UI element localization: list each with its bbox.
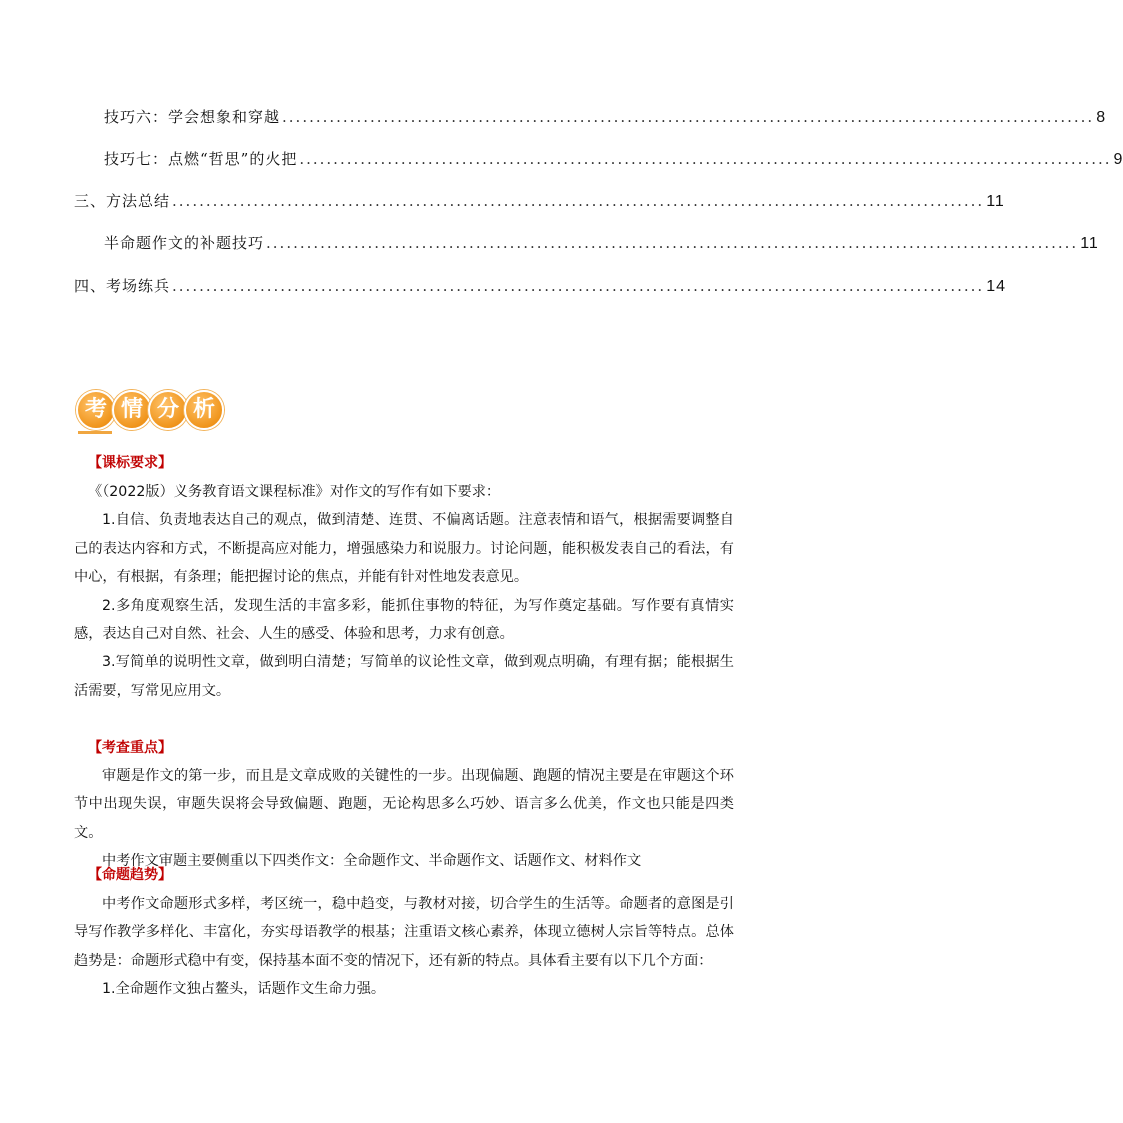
toc-entry-skill-7[interactable] [104,148,1123,170]
section-title-trend: 【命题趋势】 [88,867,172,883]
toc-entry-label: 技巧六：学会想象和穿越 [104,108,281,126]
trend-paragraph: 中考作文命题形式多样，考区统一，稳中趋变，与教材对接，切合学生的生活等。命题者的意图是引导写作教学多样化、丰富化，夯实母语教学的根基；注重语文核心素养，体现立德树人宗旨等特点。总体趋势是：命题形式稳中有变，保持基本面不变的情况下，还有新的特点。具体看主要有以下几个方面： [74,896,734,969]
curriculum-item: 2.多角度观察生活，发现生活的丰富多彩，能抓住事物的特征，为写作奠定基础。写作要有真情实感，表达自己对自然、社会、人生的感受、体验和思考，力求有创意。 [74,597,734,643]
focus-body [74,762,734,876]
toc-page-number: 14 [986,278,1006,295]
toc-leader-dots: ........................................................................................................................ [172,192,985,210]
section-banner [74,388,226,434]
focus-paragraph: 中考作文审题主要侧重以下四类作文：全命题作文、半命题作文、话题作文、材料作文 [102,853,642,870]
toc-page-number: 11 [1080,235,1099,252]
focus-paragraph: 审题是作文的第一步，而且是文章成败的关键性的一步。出现偏题、跑题的情况主要是在审题这个环节中出现失误，审题失误将会导致偏题、跑题，无论构思多么巧妙、语言多么优美，作文也只能是四类文。 [74,768,734,841]
toc-leader-dots: ........................................................................................................................ [299,150,1112,168]
toc-page-number: 11 [986,193,1005,210]
toc-page-number: 9 [1113,151,1123,168]
toc-entry-label: 技巧七：点燃“哲思”的火把 [104,150,298,168]
curriculum-body [74,478,734,705]
toc-entry-skill-6[interactable] [104,106,1107,128]
toc-entry-label: 三、方法总结 [74,192,171,210]
banner-char: 情 [112,390,152,430]
toc-leader-dots: ........................................................................................................................ [172,277,985,295]
toc-entry-label: 半命题作文的补题技巧 [104,234,265,252]
trend-body [74,890,734,1004]
toc-page-number: 8 [1096,109,1107,126]
toc-entry-exam-practice[interactable] [74,275,1006,297]
toc-leader-dots: ........................................................................................................................ [282,108,1095,126]
section-title-curriculum: 【课标要求】 [88,455,172,471]
curriculum-item: 1.自信、负责地表达自己的观点，做到清楚、连贯、不偏离话题。注意表情和语气，根据需要调整自己的表达内容和方式，不断提高应对能力，增强感染力和说服力。讨论问题，能积极发表自己的看法，有中心，有根据，有条理；能把握讨论的焦点，并能有针对性地发表意见。 [74,512,734,586]
toc-leader-dots: ........................................................................................................................ [266,234,1079,252]
curriculum-intro: 《（2022版）义务教育语文课程标准》对作文的写作有如下要求： [88,484,501,500]
banner-char: 分 [148,390,188,430]
banner-char: 考 [76,390,116,430]
section-title-focus: 【考查重点】 [88,740,172,756]
banner-underline [78,431,112,434]
toc-entry-label: 四、考场练兵 [74,277,171,295]
banner-char: 析 [184,390,224,430]
toc-entry-method-summary[interactable] [74,190,1005,212]
curriculum-item: 3.写简单的说明性文章，做到明白清楚；写简单的议论性文章，做到观点明确，有理有据；能根据生活需要，写常见应用文。 [74,654,734,699]
toc-entry-half-title[interactable] [104,232,1099,254]
trend-paragraph: 1.全命题作文独占鳌头，话题作文生命力强。 [102,981,386,998]
